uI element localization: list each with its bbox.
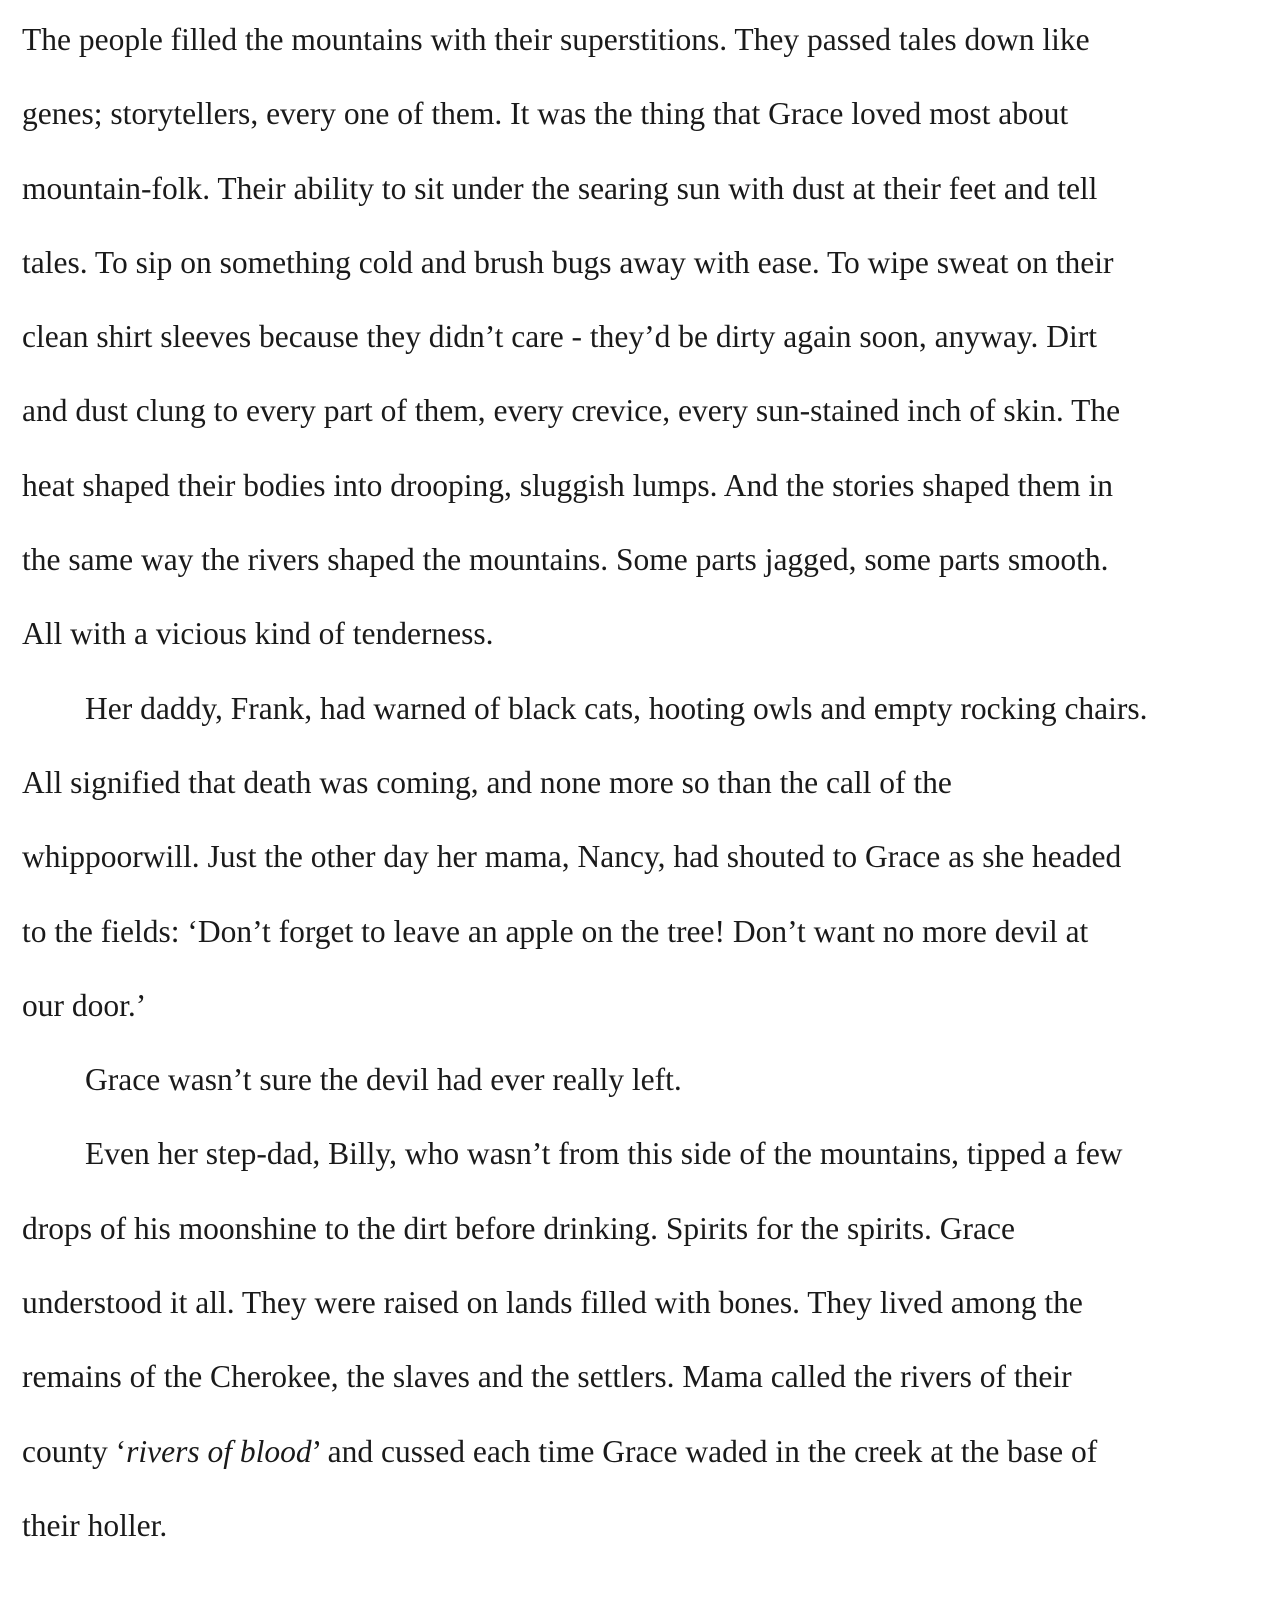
italic-text-run: rivers of blood — [126, 1433, 312, 1469]
text-line: genes; storytellers, every one of them. It was the thing that Grace loved most about — [22, 96, 1069, 132]
text-line: the same way the rivers shaped the mountains. Some parts jagged, some parts smooth. — [22, 542, 1109, 578]
text-line: heat shaped their bodies into drooping, sluggish lumps. And the stories shaped them in — [22, 467, 1113, 503]
text-run: county ‘ — [22, 1433, 127, 1469]
text-line-mixed — [22, 1415, 1258, 1489]
text-line: remains of the Cherokee, the slaves and the settlers. Mama called the rivers of their — [22, 1359, 1072, 1395]
text-line: mountain-folk. Their ability to sit under the searing sun with dust at their feet and tell — [22, 170, 1098, 206]
paragraph-3 — [22, 1043, 1258, 1117]
text-line: understood it all. They were raised on lands filled with bones. They lived among the — [22, 1285, 1083, 1321]
text-run: ’ and cussed each time Grace waded in the creek at the base of — [311, 1433, 1098, 1469]
text-line: All signified that death was coming, and none more so than the call of the — [22, 764, 952, 800]
paragraph-4 — [22, 1117, 1258, 1563]
text-line: and dust clung to every part of them, every crevice, every sun-stained inch of skin. The — [22, 393, 1121, 429]
document-body — [22, 3, 1258, 1563]
text-line: clean shirt sleeves because they didn’t care - they’d be dirty again soon, anyway. Dirt — [22, 319, 1097, 355]
text-line: to the fields: ‘Don’t forget to leave an apple on the tree! Don’t want no more devil at — [22, 913, 1089, 949]
text-line: The people filled the mountains with their superstitions. They passed tales down like — [22, 22, 1090, 57]
text-line: Even her step-dad, Billy, who wasn’t from this side of the mountains, tipped a few — [85, 1136, 1123, 1172]
text-line: tales. To sip on something cold and brush bugs away with ease. To wipe sweat on their — [22, 244, 1114, 280]
paragraph-2 — [22, 672, 1258, 1043]
text-line: our door.’ — [22, 987, 147, 1023]
text-line: their holler. — [22, 1507, 168, 1543]
text-line: All with a vicious kind of tenderness. — [22, 616, 494, 652]
paragraph-1 — [22, 3, 1258, 672]
text-line: Her daddy, Frank, had warned of black cats, hooting owls and empty rocking chairs. — [85, 690, 1148, 726]
text-line: drops of his moonshine to the dirt before drinking. Spirits for the spirits. Grace — [22, 1210, 1015, 1246]
text-line: whippoorwill. Just the other day her mama, Nancy, had shouted to Grace as she headed — [22, 839, 1122, 875]
text-line: Grace wasn’t sure the devil had ever really left. — [85, 1062, 682, 1098]
